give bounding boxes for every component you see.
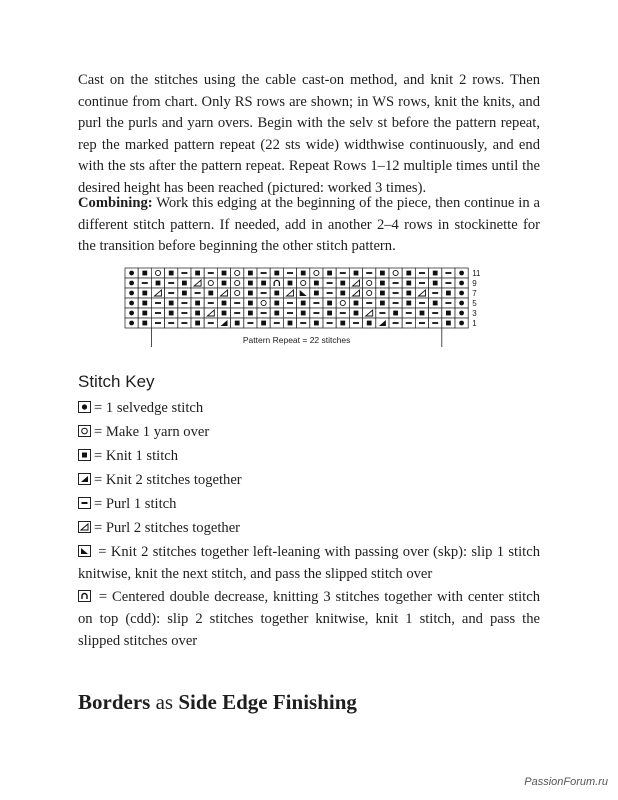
chart-cell-p bbox=[310, 308, 323, 318]
chart-cell-p bbox=[297, 318, 310, 328]
chart-cell-k bbox=[415, 308, 428, 318]
chart-cell-k bbox=[336, 318, 349, 328]
row-number: 1 bbox=[472, 319, 477, 328]
chart-cell-p bbox=[349, 318, 362, 328]
chart-cell-yo bbox=[231, 278, 244, 288]
chart-cell-yo bbox=[310, 268, 323, 278]
chart-cell-k bbox=[231, 318, 244, 328]
chart-cell-k bbox=[165, 308, 178, 318]
chart-cell-sel bbox=[125, 318, 138, 328]
chart-cell-p bbox=[244, 318, 257, 328]
chart-cell-k bbox=[244, 268, 257, 278]
knitting-chart bbox=[124, 267, 504, 356]
chart-cell-yo bbox=[231, 268, 244, 278]
chart-cell-p bbox=[283, 268, 296, 278]
yarn-over-circle-icon bbox=[78, 425, 91, 437]
chart-cell-k bbox=[217, 268, 230, 278]
chart-cell-p2t bbox=[217, 288, 230, 298]
chart-cell-k bbox=[270, 268, 283, 278]
chart-cell-k bbox=[297, 298, 310, 308]
key-item-skp: = Knit 2 stitches together left-leaning with passing over (skp): slip 1 stitch knitwise, knit the next stitch, and pass the slipped stitch over bbox=[78, 543, 540, 582]
chart-cell-sel bbox=[125, 308, 138, 318]
chart-cell-p bbox=[415, 278, 428, 288]
chart-cell-p bbox=[270, 318, 283, 328]
chart-cell-k bbox=[336, 278, 349, 288]
chart-cell-k bbox=[204, 288, 217, 298]
intro-paragraph: Cast on the stitches using the cable cast-on method, and knit 2 rows. Then continue from chart. Only RS rows are shown; in WS rows, knit the knits, and purl the purls and yarn overs. Begin with the selv st before the pattern repeat, rep the marked pattern repeat (22 sts wide) widthwise continuously, and end with the sts after the pattern repeat. Repeat Rows 1–12 multiple times until the desired height has been reached (pictured: worked 3 times). bbox=[78, 72, 540, 196]
key-item-yarn-over: = Make 1 yarn over bbox=[78, 422, 540, 444]
chart-cell-yo bbox=[204, 278, 217, 288]
chart-cell-p bbox=[204, 318, 217, 328]
chart-cell-k bbox=[217, 308, 230, 318]
chart-cell-k bbox=[138, 318, 151, 328]
chart-cell-k bbox=[389, 308, 402, 318]
chart-cell-skp bbox=[297, 288, 310, 298]
chart-cell-k bbox=[429, 298, 442, 308]
key-item-purl: = Purl 1 stitch bbox=[78, 494, 540, 516]
combining-text: Work this edging at the beginning of the piece, then continue in a different stitch pattern. If needed, add in another 2–4 rows in stockinette for the transition before beginning the other stitch pattern. bbox=[78, 195, 540, 255]
chart-cell-k bbox=[151, 278, 164, 288]
chart-cell-p2t bbox=[283, 288, 296, 298]
chart-cell-k bbox=[178, 288, 191, 298]
chart-cell-sel bbox=[125, 268, 138, 278]
chart-cell-k2t bbox=[217, 318, 230, 328]
chart-cell-p bbox=[415, 298, 428, 308]
chart-cell-sel bbox=[455, 278, 468, 288]
chart-cell-sel bbox=[125, 278, 138, 288]
chart-cell-p bbox=[257, 308, 270, 318]
chart-cell-yo bbox=[297, 278, 310, 288]
chart-cell-p bbox=[336, 268, 349, 278]
chart-cell-yo bbox=[389, 268, 402, 278]
chart-cell-p bbox=[178, 298, 191, 308]
chart-cell-p bbox=[389, 278, 402, 288]
stitch-key-title: Stitch Key bbox=[78, 372, 155, 391]
pattern-repeat-label: Pattern Repeat = 22 stitches bbox=[242, 335, 351, 345]
chart-cell-p2t bbox=[204, 308, 217, 318]
chart-cell-cdd bbox=[270, 278, 283, 288]
chart-cell-p bbox=[178, 268, 191, 278]
chart-cell-p2t bbox=[151, 288, 164, 298]
chart-cell-p bbox=[151, 318, 164, 328]
chart-cell-k bbox=[310, 278, 323, 288]
chart-cell-p bbox=[310, 298, 323, 308]
chart-cell-sel bbox=[455, 298, 468, 308]
chart-cell-k bbox=[138, 268, 151, 278]
chart-cell-k bbox=[349, 268, 362, 278]
chart-cell-p bbox=[336, 308, 349, 318]
chart-cell-k bbox=[376, 288, 389, 298]
chart-cell-p bbox=[257, 268, 270, 278]
chart-cell-p bbox=[389, 288, 402, 298]
combining-label: Combining: bbox=[78, 195, 153, 211]
chart-cell-k bbox=[402, 288, 415, 298]
chart-cell-k bbox=[244, 288, 257, 298]
chart-cell-k bbox=[178, 278, 191, 288]
purl-dash-icon bbox=[78, 497, 91, 509]
chart-cell-k bbox=[376, 268, 389, 278]
chart-cell-k bbox=[283, 318, 296, 328]
chart-cell-k bbox=[323, 308, 336, 318]
key-item-cdd: = Centered double decrease, knitting 3 stitches together with center stitch on top (cdd): slip 2 stitches together knitwise, knit 1 stitch, and pass the slipped stitches over bbox=[78, 589, 540, 649]
chart-cell-k bbox=[376, 298, 389, 308]
chart-cell-k2t bbox=[376, 318, 389, 328]
key-item-k2tog: = Knit 2 stitches together bbox=[78, 470, 540, 492]
chart-cell-p bbox=[429, 308, 442, 318]
key-item-knit: = Knit 1 stitch bbox=[78, 446, 540, 468]
chart-cell-k bbox=[297, 308, 310, 318]
chart-cell-k bbox=[442, 308, 455, 318]
chart-cell-yo bbox=[336, 298, 349, 308]
chart-cell-p bbox=[323, 318, 336, 328]
chart-cell-p bbox=[363, 268, 376, 278]
chart-cell-p bbox=[151, 298, 164, 308]
chart-cell-k bbox=[257, 318, 270, 328]
chart-cell-k bbox=[283, 278, 296, 288]
chart-grid bbox=[124, 267, 504, 351]
chart-cell-yo bbox=[363, 288, 376, 298]
chart-cell-p bbox=[231, 308, 244, 318]
chart-cell-p bbox=[402, 318, 415, 328]
chart-cell-k bbox=[310, 318, 323, 328]
row-number: 9 bbox=[472, 279, 477, 288]
chart-cell-p bbox=[442, 278, 455, 288]
chart-cell-k bbox=[191, 318, 204, 328]
chart-cell-p bbox=[429, 318, 442, 328]
chart-cell-p bbox=[389, 298, 402, 308]
chart-cell-k bbox=[270, 298, 283, 308]
chart-cell-p2t bbox=[415, 288, 428, 298]
chart-cell-k bbox=[323, 298, 336, 308]
section-heading: Borders as Side Edge Finishing bbox=[78, 690, 357, 714]
chart-cell-p bbox=[323, 288, 336, 298]
chart-cell-p bbox=[165, 288, 178, 298]
chart-cell-p bbox=[323, 278, 336, 288]
chart-cell-p bbox=[138, 278, 151, 288]
chart-cell-p bbox=[402, 308, 415, 318]
chart-cell-p bbox=[178, 318, 191, 328]
chart-cell-p bbox=[389, 318, 402, 328]
p2tog-outline-triangle-icon bbox=[78, 521, 91, 533]
key-item-p2tog: = Purl 2 stitches together bbox=[78, 518, 540, 540]
chart-cell-k bbox=[310, 288, 323, 298]
chart-cell-k bbox=[442, 318, 455, 328]
row-number: 5 bbox=[472, 299, 477, 308]
chart-cell-k bbox=[297, 268, 310, 278]
chart-cell-k bbox=[244, 308, 257, 318]
chart-cell-k bbox=[336, 288, 349, 298]
chart-cell-k bbox=[191, 308, 204, 318]
chart-cell-k bbox=[257, 278, 270, 288]
chart-cell-k bbox=[402, 298, 415, 308]
cdd-arch-icon bbox=[78, 590, 91, 602]
chart-cell-k bbox=[217, 278, 230, 288]
chart-cell-p bbox=[165, 318, 178, 328]
chart-cell-p bbox=[151, 308, 164, 318]
row-number: 7 bbox=[472, 289, 477, 298]
combining-paragraph bbox=[78, 193, 540, 258]
chart-cell-p2t bbox=[363, 308, 376, 318]
k2tog-triangle-icon bbox=[78, 473, 91, 485]
chart-cell-k bbox=[402, 268, 415, 278]
chart-cell-k bbox=[323, 268, 336, 278]
chart-cell-p bbox=[415, 268, 428, 278]
chart-cell-yo bbox=[231, 288, 244, 298]
row-number: 11 bbox=[472, 269, 481, 278]
chart-cell-k bbox=[376, 278, 389, 288]
chart-cell-sel bbox=[455, 268, 468, 278]
chart-cell-yo bbox=[363, 278, 376, 288]
chart-cell-k bbox=[442, 288, 455, 298]
chart-cell-p bbox=[257, 288, 270, 298]
chart-cell-k bbox=[191, 298, 204, 308]
chart-cell-p bbox=[191, 288, 204, 298]
chart-cell-p bbox=[363, 298, 376, 308]
selvedge-dot-icon bbox=[78, 401, 91, 413]
chart-cell-k bbox=[165, 268, 178, 278]
knit-square-icon bbox=[78, 449, 91, 461]
chart-cell-k bbox=[349, 308, 362, 318]
chart-cell-p bbox=[178, 308, 191, 318]
chart-cell-k bbox=[217, 298, 230, 308]
chart-cell-yo bbox=[257, 298, 270, 308]
chart-cell-p bbox=[283, 308, 296, 318]
chart-cell-k bbox=[270, 288, 283, 298]
watermark: PassionForum.ru bbox=[524, 776, 608, 788]
chart-cell-sel bbox=[455, 288, 468, 298]
chart-cell-p bbox=[204, 298, 217, 308]
chart-cell-k bbox=[138, 308, 151, 318]
stitch-key-list bbox=[78, 398, 540, 655]
chart-cell-p bbox=[165, 278, 178, 288]
chart-cell-p bbox=[231, 298, 244, 308]
chart-cell-p bbox=[429, 288, 442, 298]
chart-cell-k bbox=[429, 278, 442, 288]
chart-cell-sel bbox=[455, 308, 468, 318]
chart-cell-k bbox=[244, 298, 257, 308]
chart-cell-p bbox=[283, 298, 296, 308]
chart-cell-p2t bbox=[349, 288, 362, 298]
chart-cell-p bbox=[442, 268, 455, 278]
chart-cell-sel bbox=[125, 288, 138, 298]
chart-cell-p2t bbox=[191, 278, 204, 288]
chart-cell-k bbox=[138, 288, 151, 298]
row-number: 3 bbox=[472, 309, 477, 318]
chart-cell-k bbox=[191, 268, 204, 278]
chart-cell-p bbox=[376, 308, 389, 318]
key-item-selvedge: = 1 selvedge stitch bbox=[78, 398, 540, 420]
chart-cell-k bbox=[165, 298, 178, 308]
chart-cell-sel bbox=[125, 298, 138, 308]
chart-cell-k bbox=[244, 278, 257, 288]
chart-cell-p bbox=[204, 268, 217, 278]
chart-cell-k bbox=[402, 278, 415, 288]
chart-cell-p2t bbox=[349, 278, 362, 288]
chart-cell-p bbox=[415, 318, 428, 328]
chart-cell-p bbox=[442, 298, 455, 308]
skp-left-triangle-icon bbox=[78, 545, 91, 557]
chart-cell-k bbox=[363, 318, 376, 328]
chart-cell-k bbox=[349, 298, 362, 308]
chart-cell-k bbox=[138, 298, 151, 308]
chart-cell-yo bbox=[151, 268, 164, 278]
chart-cell-k bbox=[270, 308, 283, 318]
chart-cell-sel bbox=[455, 318, 468, 328]
chart-cell-k bbox=[429, 268, 442, 278]
